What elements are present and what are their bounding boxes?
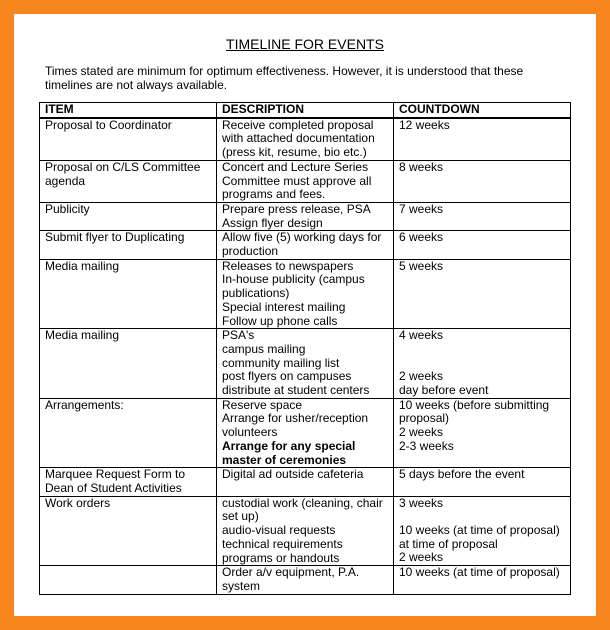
cell-line: proposal) bbox=[399, 411, 450, 426]
cell-line: 5 weeks bbox=[399, 258, 444, 273]
cell-line: Arrange for any special bbox=[222, 438, 356, 453]
cell-countdown bbox=[394, 118, 571, 161]
cell-item bbox=[40, 566, 217, 594]
cell-item bbox=[40, 398, 217, 468]
cell-line: post flyers on campuses bbox=[222, 369, 352, 384]
table-row bbox=[40, 329, 571, 399]
cell-countdown bbox=[394, 468, 571, 496]
cell-description bbox=[217, 118, 394, 161]
table-row bbox=[40, 118, 571, 161]
cell-description bbox=[217, 398, 394, 468]
cell-countdown bbox=[394, 231, 571, 259]
cell-line: 2 weeks bbox=[399, 425, 444, 440]
cell-description bbox=[217, 202, 394, 230]
cell-line bbox=[45, 566, 212, 580]
cell-item bbox=[40, 202, 217, 230]
cell-item bbox=[40, 118, 217, 161]
cell-line: Proposal on C/LS Committee bbox=[45, 159, 201, 174]
table-row bbox=[40, 496, 571, 566]
table-row bbox=[40, 566, 571, 594]
cell-line: audio-visual requests bbox=[222, 523, 336, 538]
cell-line: production bbox=[222, 244, 279, 259]
cell-line: Marquee Request Form to bbox=[45, 467, 186, 482]
page-title: TIMELINE FOR EVENTS bbox=[226, 36, 384, 52]
cell-line: 10 weeks (before submitting bbox=[399, 397, 550, 412]
cell-description bbox=[217, 468, 394, 496]
cell-line: 6 weeks bbox=[399, 230, 444, 245]
cell-item bbox=[40, 468, 217, 496]
cell-line: 10 weeks (at time of proposal) bbox=[399, 565, 560, 580]
cell-line: Submit flyer to Duplicating bbox=[45, 230, 185, 245]
intro-text: Times stated are minimum for optimum effectiveness. However, it is understood that these timelines are not always available. bbox=[45, 64, 524, 92]
cell-line: In-house publicity (campus bbox=[222, 272, 365, 287]
cell-line: Prepare press release, PSA bbox=[222, 201, 371, 216]
cell-item bbox=[40, 259, 217, 329]
cell-countdown bbox=[394, 259, 571, 329]
cell-countdown bbox=[394, 398, 571, 468]
cell-line: set up) bbox=[222, 509, 259, 524]
cell-line: 2-3 weeks bbox=[399, 438, 454, 453]
cell-line: 7 weeks bbox=[399, 201, 444, 216]
cell-line: Assign flyer design bbox=[222, 215, 323, 230]
cell-countdown bbox=[394, 160, 571, 202]
cell-line: community mailing list bbox=[222, 355, 340, 370]
cell-countdown bbox=[394, 566, 571, 594]
cell-line: Arrange for usher/reception bbox=[222, 411, 369, 426]
cell-line: master of ceremonies bbox=[222, 452, 347, 467]
cell-line bbox=[399, 357, 566, 371]
cell-line: Dean of Student Activities bbox=[45, 480, 182, 495]
cell-description bbox=[217, 160, 394, 202]
cell-line: (press kit, resume, bio etc.) bbox=[222, 145, 367, 160]
cell-line: at time of proposal bbox=[399, 536, 498, 551]
cell-line: Media mailing bbox=[45, 328, 120, 343]
cell-line: Arrangements: bbox=[45, 397, 124, 412]
cell-item bbox=[40, 231, 217, 259]
cell-description bbox=[217, 496, 394, 566]
cell-line: Order a/v equipment, P.A. bbox=[222, 565, 360, 580]
cell-line: publications) bbox=[222, 286, 290, 301]
cell-line: Receive completed proposal bbox=[222, 117, 374, 132]
cell-line: distribute at student centers bbox=[222, 383, 370, 398]
header-countdown: COUNTDOWN bbox=[394, 103, 571, 118]
cell-line: Work orders bbox=[45, 495, 111, 510]
table-row bbox=[40, 202, 571, 230]
cell-line: Releases to newspapers bbox=[222, 258, 354, 273]
cell-line: Digital ad outside cafeteria bbox=[222, 467, 364, 482]
cell-line bbox=[399, 343, 566, 357]
table-header-row bbox=[40, 103, 571, 118]
cell-line: custodial work (cleaning, chair bbox=[222, 495, 383, 510]
cell-countdown bbox=[394, 202, 571, 230]
cell-line: Follow up phone calls bbox=[222, 313, 338, 328]
cell-countdown bbox=[394, 496, 571, 566]
cell-line: Media mailing bbox=[45, 258, 120, 273]
cell-line: 4 weeks bbox=[399, 328, 444, 343]
cell-line: 3 weeks bbox=[399, 495, 444, 510]
header-item: ITEM bbox=[40, 103, 217, 118]
cell-line: with attached documentation bbox=[222, 131, 375, 146]
cell-line: 2 weeks bbox=[399, 550, 444, 565]
timeline-table bbox=[39, 102, 571, 595]
cell-line: agenda bbox=[45, 173, 86, 188]
cell-line: 10 weeks (at time of proposal) bbox=[399, 523, 560, 538]
table-body bbox=[40, 118, 571, 594]
cell-line: 12 weeks bbox=[399, 117, 450, 132]
document-page bbox=[14, 14, 596, 616]
cell-line: Reserve space bbox=[222, 397, 303, 412]
cell-line: 5 days before the event bbox=[399, 467, 525, 482]
cell-line: 2 weeks bbox=[399, 369, 444, 384]
cell-line: day before event bbox=[399, 383, 489, 398]
header-description: DESCRIPTION bbox=[217, 103, 394, 118]
cell-line: system bbox=[222, 578, 261, 593]
cell-line: Special interest mailing bbox=[222, 299, 346, 314]
cell-line: volunteers bbox=[222, 425, 278, 440]
cell-line: Publicity bbox=[45, 201, 90, 216]
cell-description bbox=[217, 566, 394, 594]
table-row bbox=[40, 160, 571, 202]
cell-description bbox=[217, 231, 394, 259]
cell-line: programs and fees. bbox=[222, 187, 326, 202]
cell-line: Concert and Lecture Series bbox=[222, 159, 369, 174]
cell-line: Committee must approve all bbox=[222, 173, 372, 188]
cell-item bbox=[40, 496, 217, 566]
cell-line: technical requirements bbox=[222, 536, 343, 551]
cell-line: programs or handouts bbox=[222, 550, 340, 565]
cell-description bbox=[217, 329, 394, 399]
cell-line: 8 weeks bbox=[399, 159, 444, 174]
table-row bbox=[40, 259, 571, 329]
cell-line: Allow five (5) working days for bbox=[222, 230, 382, 245]
cell-line: campus mailing bbox=[222, 341, 306, 356]
cell-line: PSA's bbox=[222, 328, 255, 343]
cell-line: Proposal to Coordinator bbox=[45, 117, 172, 132]
table-row bbox=[40, 231, 571, 259]
cell-description bbox=[217, 259, 394, 329]
table-row bbox=[40, 468, 571, 496]
cell-item bbox=[40, 329, 217, 399]
cell-item bbox=[40, 160, 217, 202]
table-row bbox=[40, 398, 571, 468]
cell-countdown bbox=[394, 329, 571, 399]
cell-line bbox=[399, 510, 566, 524]
